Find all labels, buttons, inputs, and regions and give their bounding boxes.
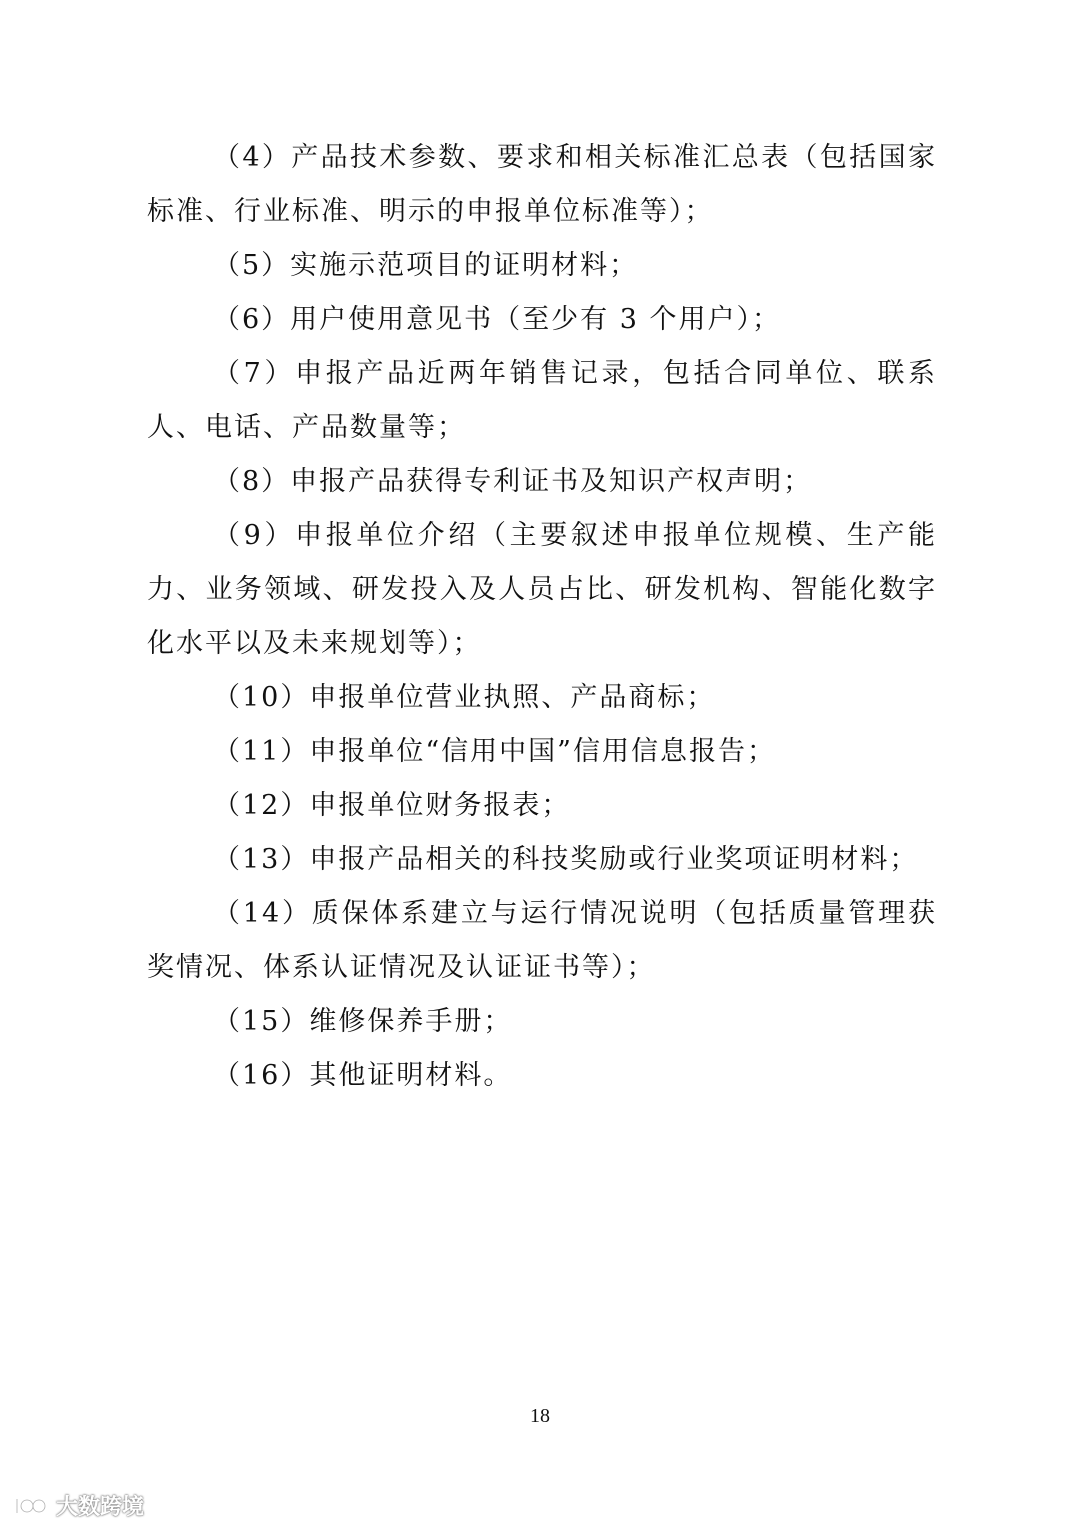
list-item: （16）其他证明材料。	[213, 1060, 513, 1091]
list-item: （9）申报单位介绍（主要叙述申报单位规模、生产能力、业务领域、研发投入及人员占比、研发机构、智能化数字化水平以及未来规划等）；	[147, 520, 937, 659]
bubble-logo-icon	[14, 1495, 48, 1517]
list-item: （13）申报产品相关的科技奖励或行业奖项证明材料；	[213, 844, 919, 875]
document-body	[147, 131, 937, 1103]
list-item: （5）实施示范项目的证明材料；	[213, 250, 639, 281]
page-number: 18	[530, 1405, 550, 1427]
list-item: （8）申报产品获得专利证书及知识产权声明；	[213, 466, 813, 497]
list-item: （14）质保体系建立与运行情况说明（包括质量管理获奖情况、体系认证情况及认证证书等）；	[147, 898, 937, 983]
list-item: （11）申报单位“信用中国”信用信息报告；	[213, 736, 776, 767]
list-item: （10）申报单位营业执照、产品商标；	[213, 682, 716, 713]
list-item: （7）申报产品近两年销售记录，包括合同单位、联系人、电话、产品数量等；	[147, 358, 937, 443]
list-item: （15）维修保养手册；	[213, 1006, 513, 1037]
list-item: （4）产品技术参数、要求和相关标准汇总表（包括国家标准、行业标准、明示的申报单位标准等）；	[147, 142, 937, 227]
list-item: （12）申报单位财务报表；	[213, 790, 571, 821]
watermark-text: 大数跨境	[56, 1495, 145, 1520]
list-item: （6）用户使用意见书（至少有 3 个用户）；	[213, 304, 782, 335]
watermark	[14, 1490, 144, 1521]
